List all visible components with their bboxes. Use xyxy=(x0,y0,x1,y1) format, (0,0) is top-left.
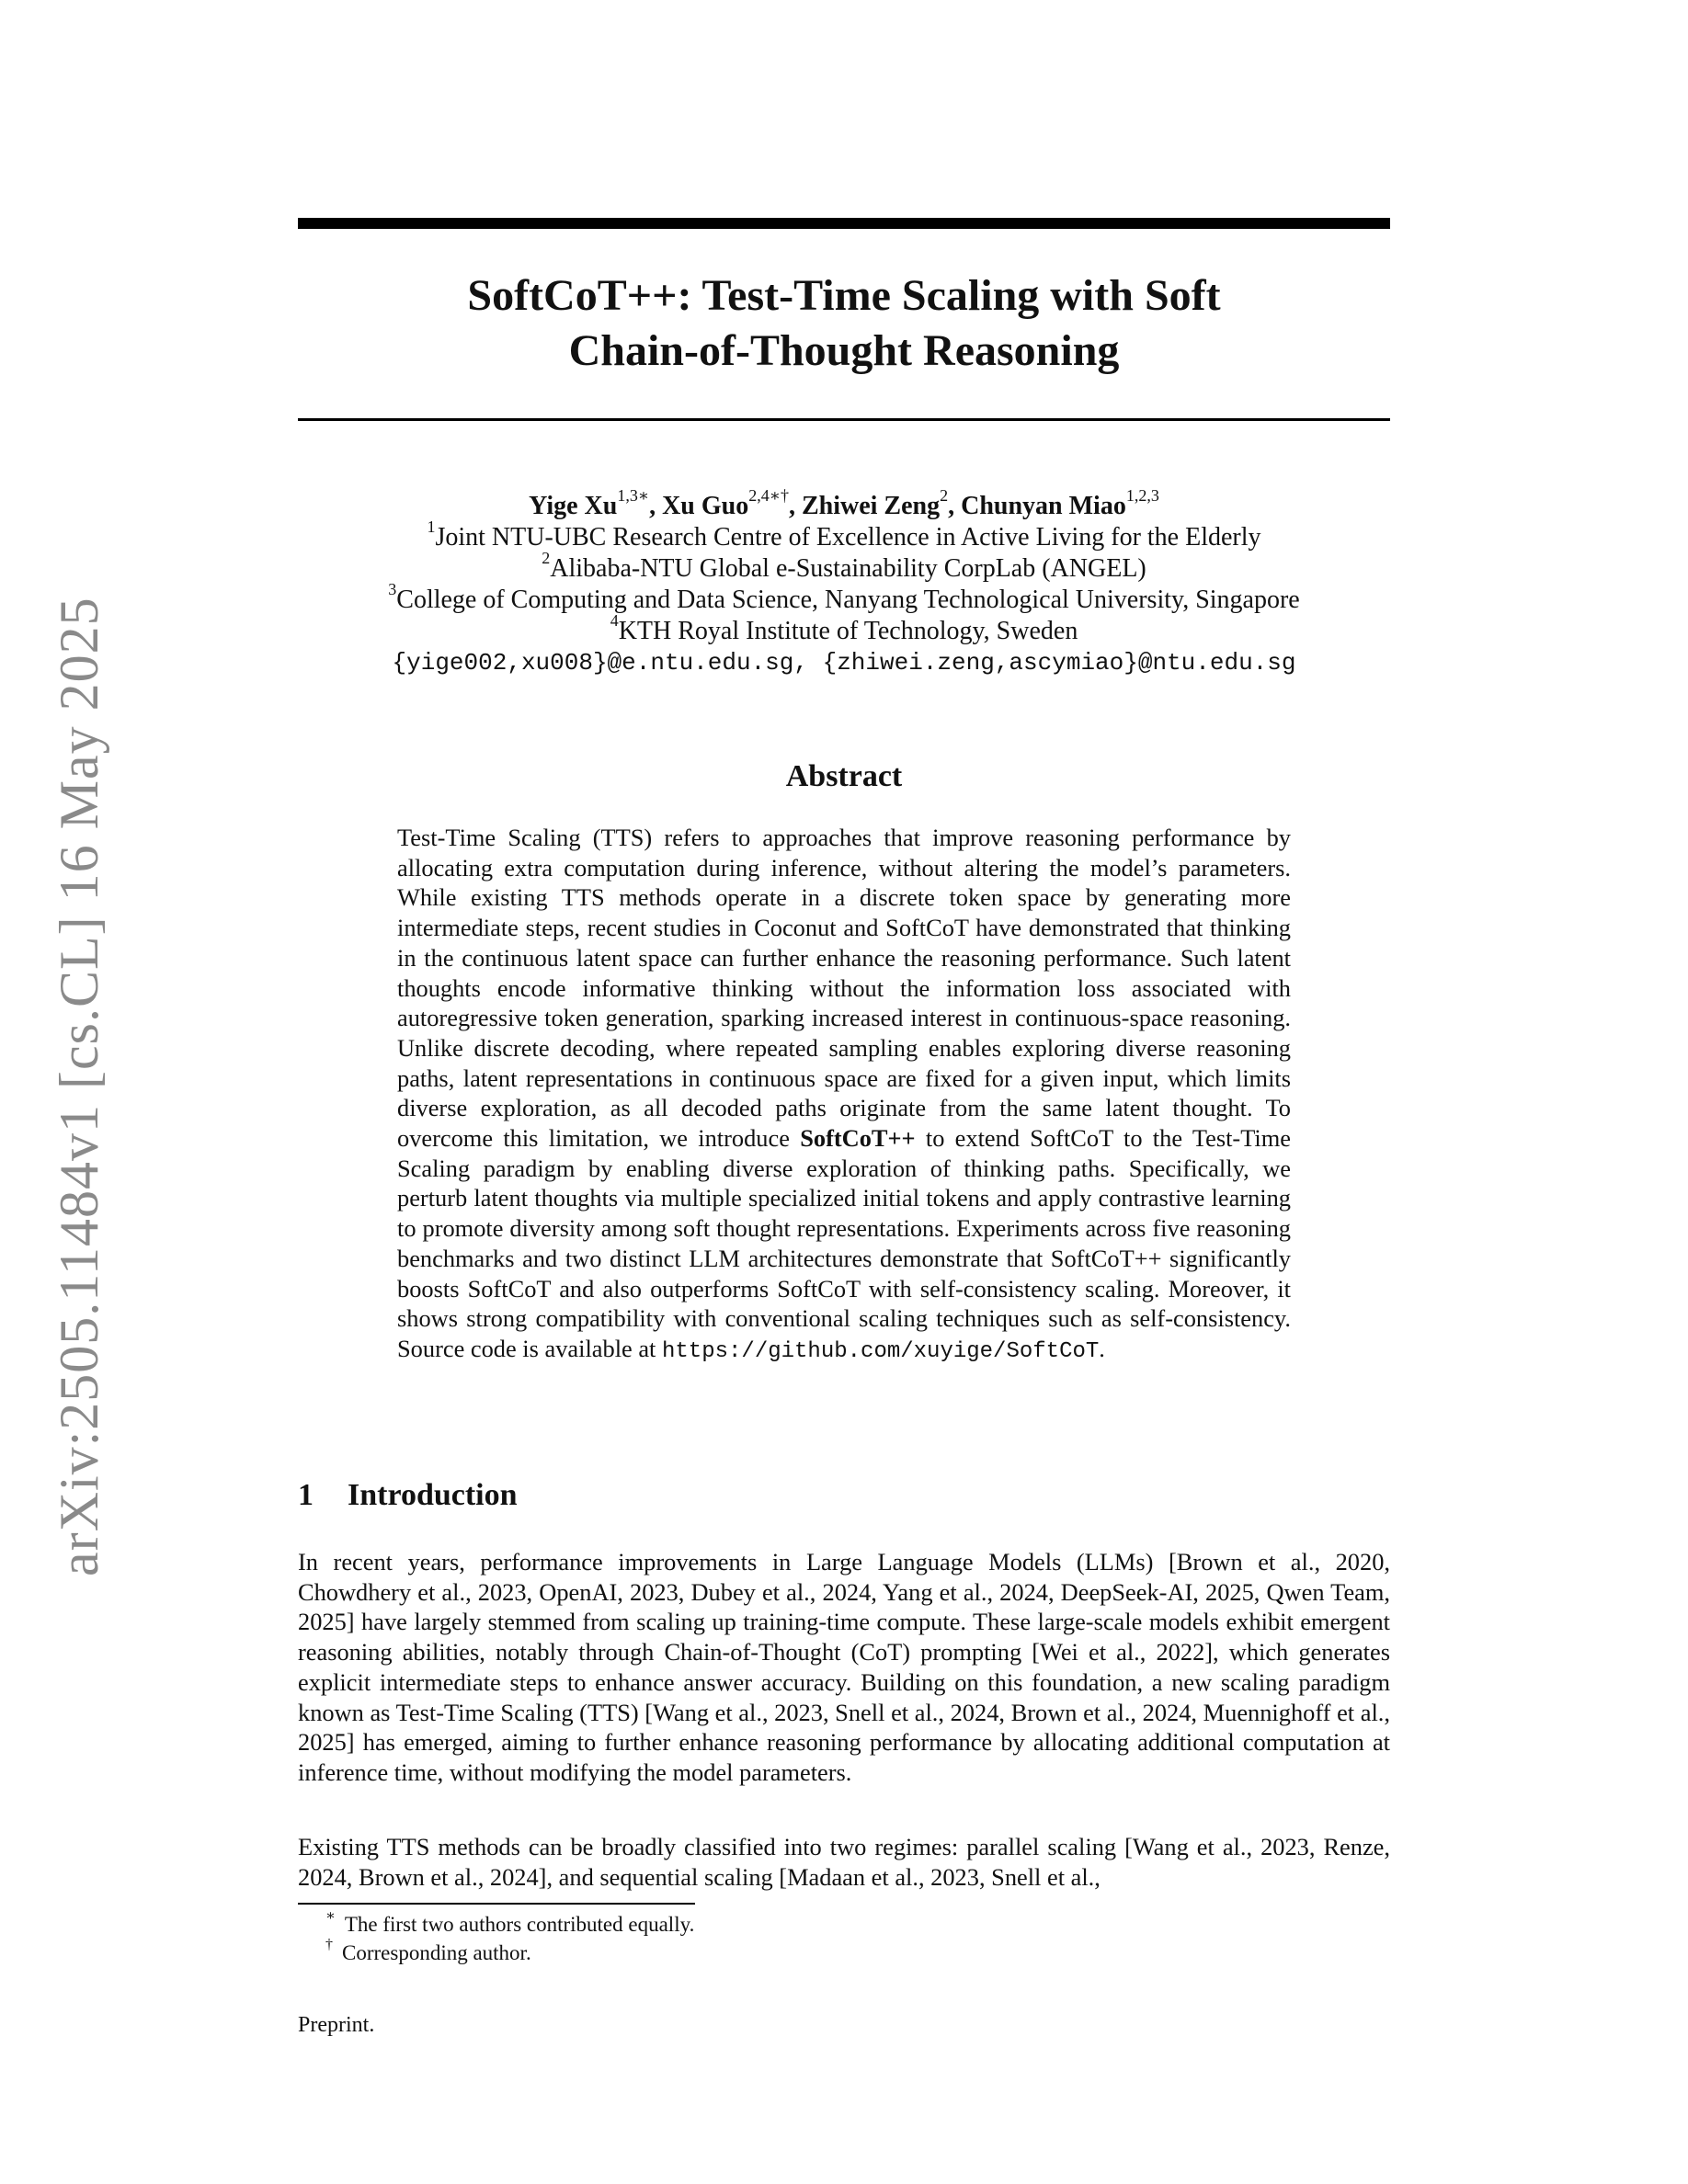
author-affil-sup: 2,4∗† xyxy=(748,485,789,505)
affiliation-text: KTH Royal Institute of Technology, Sweden xyxy=(618,617,1078,645)
title-line-2: Chain-of-Thought Reasoning xyxy=(568,326,1120,375)
author-name: Yige Xu xyxy=(529,492,618,520)
footnote-mark: † xyxy=(325,1937,333,1953)
footnote-text: Corresponding author. xyxy=(342,1941,531,1964)
abstract-text xyxy=(397,823,1291,1368)
author-name: Xu Guo xyxy=(662,492,749,520)
author-name: Zhiwei Zeng xyxy=(801,492,941,520)
abstract-heading: Abstract xyxy=(785,759,903,793)
footnote-item xyxy=(325,1910,694,1939)
author-list: Yige $Xu^{1,3∗}$, Xu Guo$^{2,4∗\dagger}$, Zhiwei Zeng$^2$, Chunyan Miao$^{1,2,3}$ xyxy=(529,485,1159,520)
intro-paragraph-2: Existing TTS methods can be broadly classified into two regimes: parallel scaling [Wang et al., 2023, Renze, 2024, Brown et al., 2024], and sequential scaling [Madaan et al., 2023, Snell et al., xyxy=(298,1833,1390,1891)
author-affil-sup: 1,3∗ xyxy=(617,485,650,505)
paper-title xyxy=(298,268,1390,379)
affiliation-sup: 1 xyxy=(427,517,436,536)
author-affil-sup: 2 xyxy=(940,485,949,505)
abstract-method-name: SoftCoT++ xyxy=(800,1124,916,1153)
author-name: Chunyan Miao xyxy=(961,492,1126,520)
footnotes xyxy=(325,1910,694,1967)
affiliation-sup: 3 xyxy=(388,579,397,598)
title-top-rule xyxy=(298,218,1390,229)
footnote-text: The first two authors contributed equally. xyxy=(344,1913,695,1936)
section-number: 1 xyxy=(298,1478,314,1512)
footnote-mark: ∗ xyxy=(325,1908,336,1925)
affiliation-line xyxy=(298,517,1390,553)
author-emails: {yige002,xu008}@e.ntu.edu.sg, {zhiwei.zeng,ascymiao}@ntu.edu.sg xyxy=(392,649,1296,677)
affiliation-line xyxy=(298,610,1390,647)
affiliation-sup: 2 xyxy=(542,548,551,567)
affiliation-line xyxy=(298,548,1390,585)
section-title: Introduction xyxy=(348,1478,518,1512)
arxiv-identifier: arXiv:2505.11484v1 [cs.CL] 16 May 2025 xyxy=(49,597,109,1576)
intro-paragraph-1: In recent years, performance improvements in Large Language Models (LLMs) [Brown et al., 2020, Chowdhery et al., 2023, OpenAI, 2023, Dubey et al., 2024, Yang et al., 2024, DeepSeek-AI, 2025, Qwen Team, 2025] have largely stemmed from scaling up training-time compute. These large-scale models exhibit emergent reasoning abilities, notably through Chain-of-Thought (CoT) prompting [Wei et al., 2022], which generates explicit intermediate steps to enhance answer accuracy. Building on this foundation, a new scaling paradigm known as Test-Time Scaling (TTS) [Wang et al., 2023, Snell et al., 2024, Brown et al., 2024, Muennighoff et al., 2025] has emerged, aiming to further enhance reasoning performance by allocating additional computation at inference time, without modifying the model parameters. xyxy=(298,1548,1390,1786)
section-heading-introduction xyxy=(298,1478,518,1513)
abstract-text-part: Test-Time Scaling (TTS) refers to approaches that improve reasoning performance by allocating extra computation during inference, without altering the model’s parameters. While existing TTS methods operate in a discrete token space by generating more intermediate steps, recent studies in Coconut and SoftCoT have demonstrated that thinking in the continuous latent space can further enhance the reasoning performance. Such latent thoughts encode informative thinking without the information loss associated with autoregressive token generation, sparking increased interest in continuous-space reasoning. Unlike discrete decoding, where repeated sampling enables exploring diverse reasoning paths, latent representations in continuous space are fixed for a given input, which limits diverse exploration, as all decoded paths originate from the same latent thought. To overcome this limitation, we introduce xyxy=(397,824,1291,1153)
preprint-label: Preprint. xyxy=(298,2013,375,2037)
title-bottom-rule xyxy=(298,418,1390,421)
affiliation-text: College of Computing and Data Science, Nanyang Technological University, Singapore xyxy=(396,586,1300,614)
affiliation-sup: 4 xyxy=(610,610,619,630)
title-line-1: SoftCoT++: Test-Time Scaling with Soft xyxy=(467,271,1221,320)
author-affil-sup: 1,2,3 xyxy=(1125,485,1159,505)
affiliation-text: Joint NTU-UBC Research Centre of Excellence in Active Living for the Elderly xyxy=(435,523,1261,552)
footnote-rule xyxy=(298,1903,695,1905)
affiliation-text: Alibaba-NTU Global e-Sustainability CorpLab (ANGEL) xyxy=(550,554,1146,583)
abstract-end: . xyxy=(1099,1334,1105,1362)
author-block xyxy=(298,485,1390,678)
abstract-text-part: to extend SoftCoT to the Test-Time Scaling paradigm by enabling diverse exploration of thinking paths. Specifically, we perturb latent thoughts via multiple specialized initial tokens and apply contrastive learning to promote diversity among soft thought representations. Experiments across five reasoning benchmarks and two distinct LLM architectures demonstrate that SoftCoT++ significantly boosts SoftCoT and also outperforms SoftCoT with self-consistency scaling. Moreover, it shows strong compatibility with conventional scaling techniques such as self-consistency. Source code is available at xyxy=(397,1124,1291,1362)
source-code-link[interactable]: https://github.com/xuyige/SoftCoT xyxy=(662,1338,1100,1364)
footnote-item xyxy=(325,1939,694,1967)
affiliation-line xyxy=(298,579,1390,616)
